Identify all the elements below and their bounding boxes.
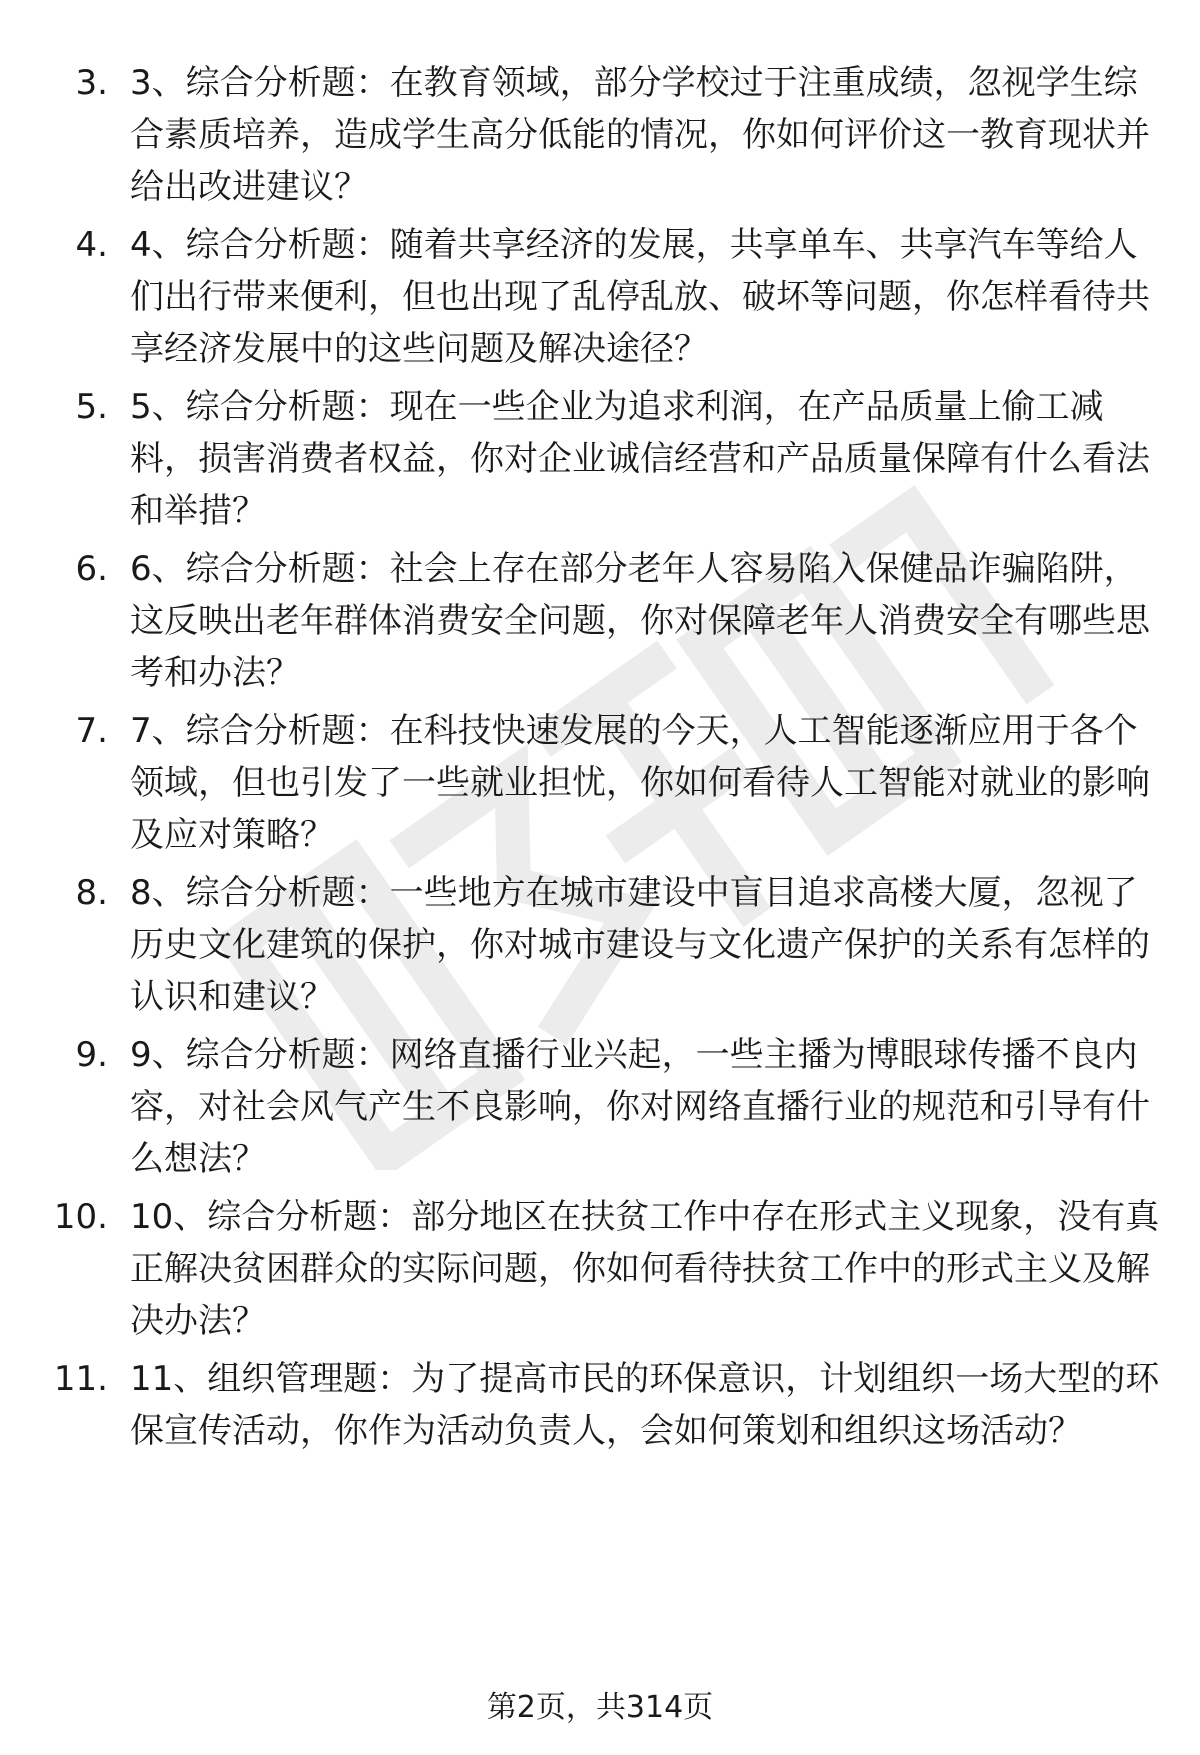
question-text: 4、综合分析题：随着共享经济的发展，共享单车、共享汽车等给人们出行带来便利，但也出现了乱停乱放、破坏等问题，你怎样看待共享经济发展中的这些问题及解决途径？ bbox=[130, 225, 1150, 369]
question-text: 5、综合分析题：现在一些企业为追求利润，在产品质量上偷工减料，损害消费者权益，你对企业诚信经营和产品质量保障有什么看法和举措？ bbox=[130, 387, 1150, 531]
question-text: 10、综合分析题：部分地区在扶贫工作中存在形式主义现象，没有真正解决贫困群众的实际问题，你如何看待扶贫工作中的形式主义及解决办法？ bbox=[130, 1197, 1160, 1341]
question-text: 11、组织管理题：为了提高市民的环保意识，计划组织一场大型的环保宣传活动，你作为活动负责人，会如何策划和组织这场活动？ bbox=[130, 1359, 1160, 1451]
question-text: 8、综合分析题：一些地方在城市建设中盲目追求高楼大厦，忽视了历史文化建筑的保护，你对城市建设与文化遗产保护的关系有怎样的认识和建议？ bbox=[130, 873, 1150, 1017]
item-number: 8. bbox=[75, 873, 108, 913]
item-number: 6. bbox=[75, 549, 108, 589]
question-text: 3、综合分析题：在教育领域，部分学校过于注重成绩，忽视学生综合素质培养，造成学生高分低能的情况，你如何评价这一教育现状并给出改进建议？ bbox=[130, 63, 1150, 207]
item-number: 11. bbox=[53, 1359, 108, 1399]
item-number: 10. bbox=[53, 1197, 108, 1237]
question-text: 6、综合分析题：社会上存在部分老年人容易陷入保健品诈骗陷阱，这反映出老年群体消费安全问题，你对保障老年人消费安全有哪些思考和办法？ bbox=[130, 549, 1150, 693]
item-number: 9. bbox=[75, 1035, 108, 1075]
page-footer: 第2页，共314页 bbox=[486, 1690, 714, 1725]
item-number: 7. bbox=[75, 711, 108, 751]
item-number: 4. bbox=[75, 225, 108, 265]
item-number: 3. bbox=[75, 63, 108, 103]
item-number: 5. bbox=[75, 387, 108, 427]
question-text: 9、综合分析题：网络直播行业兴起，一些主播为博眼球传播不良内容，对社会风气产生不良影响，你对网络直播行业的规范和引导有什么想法？ bbox=[130, 1035, 1150, 1179]
question-text: 7、综合分析题：在科技快速发展的今天，人工智能逐渐应用于各个领域，但也引发了一些就业担忧，你如何看待人工智能对就业的影响及应对策略？ bbox=[130, 711, 1150, 855]
